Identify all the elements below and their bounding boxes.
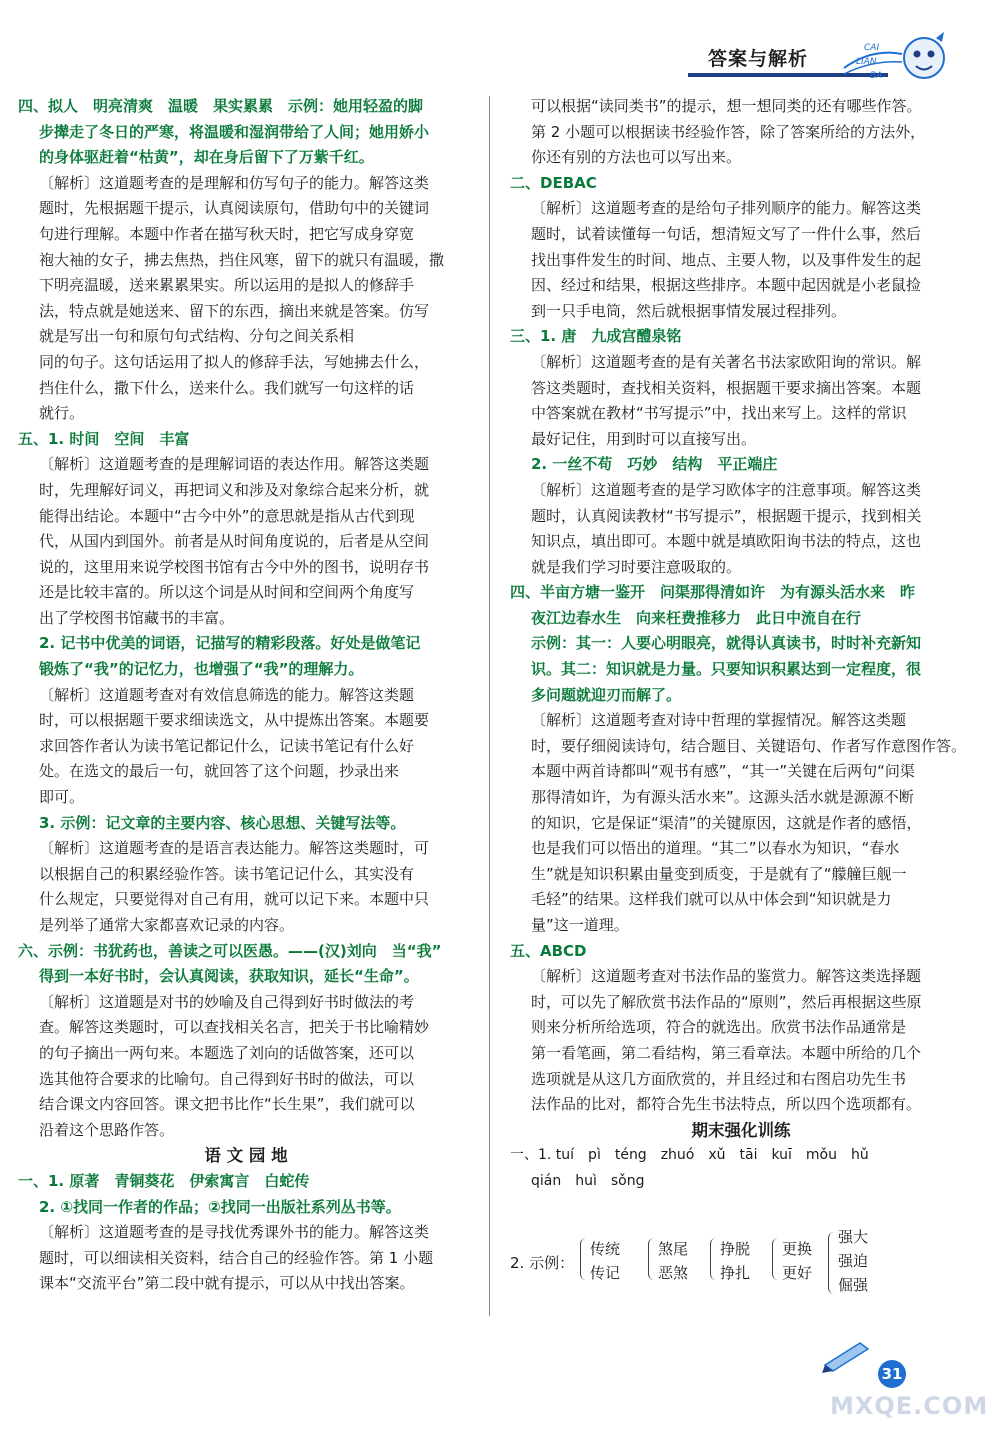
left-column-line: 锻炼了“我”的记忆力，也增强了“我”的理解力。 (39, 660, 364, 679)
left-column-line: 处。在选文的最后一句，就回答了这个问题，抄录出来 (39, 762, 400, 781)
left-column-line: 说的，这里用来说学校图书馆有古今中外的图书，说明存书 (39, 557, 430, 576)
left-column-line: 五、1. 时间 空间 丰富 (18, 429, 190, 448)
word-5c: 倔强 (838, 1276, 869, 1294)
left-column-line: 〔解析〕这道题考查对有效信息筛选的能力。解答这类题 (39, 685, 415, 704)
left-column-line: 下明亮温暖，送来累累果实。所以运用的是拟人的修辞手 (39, 276, 415, 295)
left-column-line: 〔解析〕这道题考查的是寻找优秀课外书的能力。解答这类 (39, 1223, 430, 1242)
word-1b: 传记 (590, 1264, 621, 1282)
left-column-line: 一、1. 原著 青铜葵花 伊索寓言 白蛇传 (18, 1171, 310, 1190)
right-column-line: 识。其二：知识就是力量。只要知识积累达到一定程度，很 (531, 660, 922, 679)
right-column-line: 第一看笔画，第二看结构，第三看章法。本题中所给的几个 (531, 1043, 922, 1062)
word-4b: 更好 (782, 1264, 813, 1282)
left-column-line: 〔解析〕这道题是对书的妙喻及自己得到好书时做法的考 (39, 992, 415, 1011)
right-column-line: 时，可以先了解欣赏书法作品的“原则”，然后再根据这些原 (531, 992, 922, 1011)
right-column-line: 知识点，填出即可。本题中就是填欧阳询书法的特点，这也 (531, 532, 922, 551)
word-4a: 更换 (782, 1240, 813, 1258)
left-column-line: 同的句子。这句话运用了拟人的修辞手法，写她拂去什么， (39, 352, 430, 371)
right-column-line: 那得清如许，为有源头活水来”。这源头活水就是源源不断 (531, 788, 914, 807)
left-column-line: 〔解析〕这道题考查的是理解词语的表达作用。解答这类题 (39, 455, 430, 474)
left-column-line: 求回答作者认为读书笔记都记什么，记读书笔记有什么好 (39, 736, 415, 755)
left-column-line: 法，特点就是她送来、留下的东西，摘出来就是答案。仿写 (39, 301, 430, 320)
left-column-line: 〔解析〕这道题考查的是语言表达能力。解答这类题时，可 (39, 839, 430, 858)
left-column-line: 结合课文内容回答。课文把书比作“长生果”，我们就可以 (39, 1095, 415, 1114)
right-column-line: 就是我们学习时要注意吸取的。 (531, 557, 742, 576)
right-column-line: 2. 一丝不苟 巧妙 结构 平正端庄 (531, 455, 778, 474)
right-column-line: 中答案就在教材“书写提示”中，找出来写上。这样的常识 (531, 404, 907, 423)
left-column-line: 是列举了通常大家都喜欢记录的内容。 (39, 916, 295, 934)
left-column-line: 什么规定，只要觉得对自己有用，就可以记下来。本题中只 (39, 890, 430, 909)
word-2b: 恶煞 (658, 1264, 689, 1282)
left-column-line: 还是比较丰富的。所以这个词是从时间和空间两个角度写 (39, 583, 415, 602)
word-2a: 煞尾 (658, 1240, 689, 1258)
left-column-line: 代，从国内到国外。前者是从时间角度说的，后者是从空间 (39, 532, 430, 551)
left-column-line: 沿着这个思路作答。 (39, 1120, 175, 1139)
svg-text:BA: BA (870, 71, 883, 81)
right-column-line: 多问题就迎刃而解了。 (531, 685, 682, 704)
word-1a: 传统 (590, 1240, 621, 1258)
right-column-line: 〔解析〕这道题考查的是学习欧体字的注意事项。解答这类 (531, 480, 922, 499)
left-column-line: 的句子摘出一两句来。本题选了刘向的话做答案，还可以 (39, 1043, 415, 1062)
left-column-line: 袍大袖的女子，拂去焦热，挡住风寒，留下的就只有温暖，撒 (39, 250, 445, 269)
right-column-line: 题时，认真阅读教材“书写提示”，根据题干提示，找到相关 (531, 506, 922, 525)
left-column-line: 出了学校图书馆藏书的丰富。 (39, 608, 235, 627)
word-5a: 强大 (838, 1228, 869, 1246)
left-column (18, 94, 474, 1297)
left-column-line: 挡住什么，撒下什么，送来什么。我们就写一句这样的话 (39, 378, 415, 397)
left-column-line: 能得出结论。本题中“古今中外”的意思就是指从古代到现 (39, 506, 415, 525)
right-column-line: 找出事件发生的时间、地点、主要人物，以及事件发生的起 (531, 250, 922, 269)
right-column-line: 五、ABCD (510, 941, 587, 960)
right-column-line: 则来分析所给选项，符合的就选出。欣赏书法作品通常是 (531, 1018, 907, 1037)
left-column-line: 选其他符合要求的比喻句。自己得到好书时的做法，可以 (39, 1069, 415, 1088)
left-column-line: 四、拟人 明亮清爽 温暖 果实累累 示例：她用轻盈的脚 (18, 97, 424, 115)
page-number: 31 (878, 1360, 906, 1388)
right-column-line: 到一只手电筒，然后就根据事情发展过程排列。 (531, 301, 847, 320)
left-column-line: 步撵走了冬日的严寒，将温暖和湿润带给了人间；她用娇小 (39, 122, 430, 141)
left-column-line: 2. ①找同一作者的作品；②找同一出版社系列丛书等。 (39, 1197, 401, 1216)
svg-text:LIAN: LIAN (856, 57, 877, 67)
left-column-line: 六、示例：书犹药也，善读之可以医愚。——(汉)刘向 当“我” (18, 941, 442, 960)
column-divider (489, 96, 490, 1316)
right-column-line: 三、1. 唐 九成宫醴泉铭 (510, 327, 682, 346)
right-column-line: 因、经过和结果，根据这些排序。本题中起因就是小老鼠捡 (531, 276, 922, 295)
left-column-line: 句进行理解。本题中作者在描写秋天时，把它写成身穿宽 (39, 224, 415, 243)
synonym-example-block (510, 1230, 890, 1300)
right-column-line: 题时，试着读懂每一句话，想清短文写了一件什么事，然后 (531, 224, 922, 243)
mascot-logo-icon (842, 28, 950, 88)
right-column-line: 答这类题时，查找相关资料，根据题干要求摘出答案。本题 (531, 378, 922, 397)
right-column-line: 法作品的比对，都符合先生书法特点，所以四个选项都有。 (531, 1095, 922, 1114)
left-column-line: 题时，可以细读相关资料，结合自己的经验作答。第 1 小题 (39, 1248, 434, 1267)
right-column-line: 〔解析〕这道题考查的是有关著名书法家欧阳询的常识。解 (531, 352, 922, 371)
right-column-line: 最好记住，用到时可以直接写出。 (531, 429, 757, 448)
right-column-line: 也是我们可以悟出的道理。“其二”以春水为知识，“春水 (531, 839, 900, 858)
left-column-line: 即可。 (39, 788, 85, 807)
right-column-line: 〔解析〕这道题考查的是给句子排列顺序的能力。解答这类 (531, 199, 922, 218)
left-column-line: 得到一本好书时，会认真阅读，获取知识，延长“生命”。 (39, 967, 419, 986)
left-column-line: 查。解答这类题时，可以查找相关名言，把关于书比喻精妙 (39, 1018, 430, 1037)
right-column-line: 量”这一道理。 (531, 916, 629, 934)
synonym-label: 2. 示例： (510, 1254, 575, 1272)
word-5b: 强迫 (838, 1252, 869, 1270)
left-column-line: 时，可以根据题干要求细读选文，从中提炼出答案。本题要 (39, 711, 430, 730)
right-column-line: 一、1. tuí pì téng zhuó xǔ tāi kuī mǒu hǔ (510, 1147, 869, 1164)
right-column-line: 你还有别的方法也可以写出来。 (531, 148, 742, 167)
right-column (510, 94, 972, 1195)
svg-text:CAI: CAI (864, 43, 880, 53)
right-column-line: 〔解析〕这道题考查对书法作品的鉴赏力。解答这类选择题 (531, 967, 922, 986)
right-column-line: 二、DEBAC (510, 173, 597, 192)
right-column-line: 期末强化训练 (691, 1120, 791, 1140)
left-column-line: 就行。 (39, 404, 85, 423)
watermark-text: MXQE.COM (830, 1392, 989, 1420)
right-column-line: 第 2 小题可以根据读书经验作答，除了答案所给的方法外， (531, 122, 926, 141)
right-column-line: 可以根据“读同类书”的提示，想一想同类的还有哪些作答。 (531, 97, 922, 115)
left-column-line: 3. 示例：记文章的主要内容、核心思想、关键写法等。 (39, 813, 406, 832)
right-column-line: 生”就是知识积累由量变到质变，于是就有了“艨艟巨舰一 (531, 864, 907, 883)
right-column-line: qián huì sǒng (531, 1172, 645, 1189)
left-column-line: 2. 记书中优美的词语，记描写的精彩段落。好处是做笔记 (39, 634, 421, 653)
left-column-line: 课本“交流平台”第二段中就有提示，可以从中找出答案。 (39, 1274, 415, 1293)
left-column-line: 就是写出一句和原句句式结构、分句之间关系相 (39, 327, 355, 346)
word-3b: 挣扎 (720, 1264, 751, 1282)
right-column-line: 的知识，它是保证“渠清”的关键原因，这就是作者的感悟， (531, 813, 922, 832)
word-3a: 挣脱 (720, 1240, 751, 1258)
right-column-line: 夜江边春水生 向来枉费推移力 此日中流自在行 (531, 608, 862, 627)
right-column-line: 选项就是从这几方面欣赏的，并且经过和右图启功先生书 (531, 1069, 907, 1088)
right-column-line: 〔解析〕这道题考查对诗中哲理的掌握情况。解答这类题 (531, 711, 907, 730)
left-column-line: 以根据自己的积累经验作答。读书笔记记什么，其实没有 (39, 864, 415, 883)
right-column-line: 时，要仔细阅读诗句，结合题目、关键语句、作者写作意图作答。 (531, 736, 967, 755)
right-column-line: 四、半亩方塘一鉴开 问渠那得清如许 为有源头活水来 昨 (510, 583, 916, 602)
left-column-line: 的身体驱赶着“枯黄”，却在身后留下了万紫千红。 (39, 148, 374, 167)
right-column-line: 示例：其一：人要心明眼亮，就得认真读书，时时补充新知 (531, 634, 922, 653)
left-column-line: 〔解析〕这道题考查的是理解和仿写句子的能力。解答这类 (39, 173, 430, 192)
left-column-line: 时，先理解好词义，再把词义和涉及对象综合起来分析，就 (39, 480, 430, 499)
left-column-line: 题时，先根据题干提示，认真阅读原句，借助句中的关键词 (39, 199, 430, 218)
header-title: 答案与解析 (708, 48, 809, 70)
right-column-line: 本题中两首诗都叫“观书有感”，“其一”关键在后两句“问渠 (531, 762, 915, 781)
right-column-line: 毛轻”的结果。这样我们就可以从中体会到“知识就是力 (531, 890, 892, 909)
left-column-line: 语 文 园 地 (204, 1146, 288, 1166)
